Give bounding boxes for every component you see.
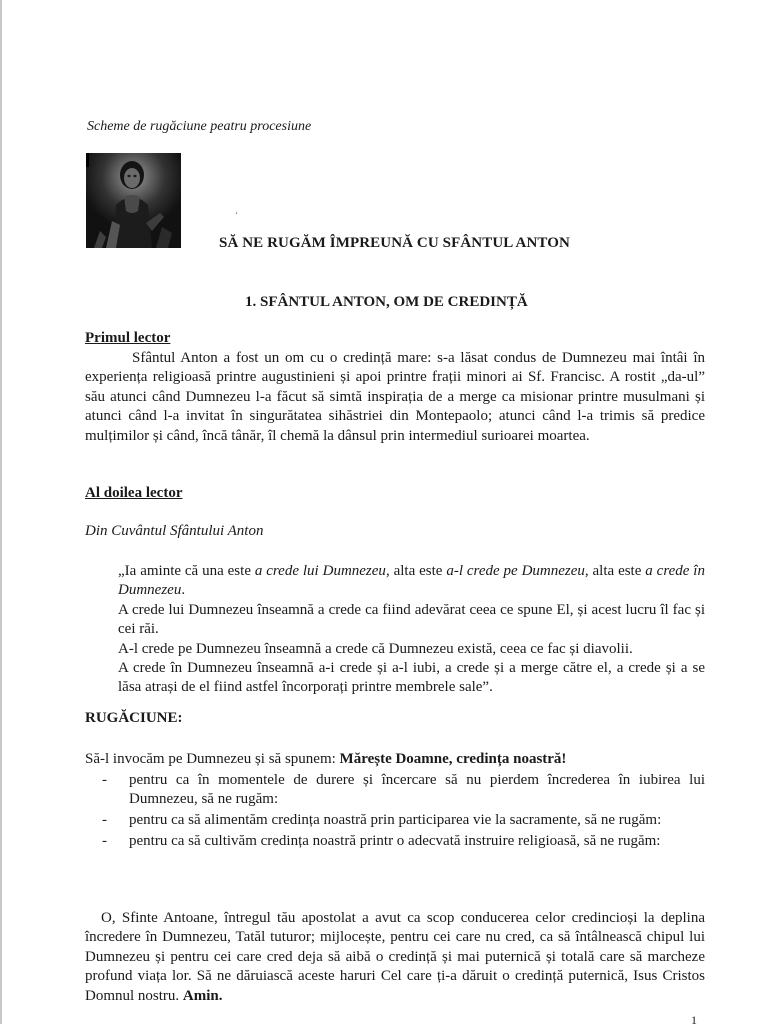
dash-bullet: - [102,833,107,849]
second-lector-heading: Al doilea lector [85,485,183,501]
list-item [102,811,705,830]
quote-emphasis: a-l crede pe Dumnezeu [446,563,585,579]
first-lector-heading: Primul lector [85,330,171,346]
closing-prayer [85,909,705,1006]
quote-emphasis: a crede lui Dumnezeu [254,563,386,579]
quote-line-2: A crede lui Dumnezeu înseamnă a crede ca fiind adevărat ceea ce spune El, și acest lucru îl fac și cei răi. [118,601,705,638]
intention-text: pentru ca să alimentăm credința noastră prin participarea vie la sacramente, să ne rugăm: [129,812,662,828]
section-title: 1. SFÂNTUL ANTON, OM DE CREDINȚĂ [245,294,528,310]
saint-anthony-image-icon [86,153,181,248]
closing-amen: Amin. [182,987,223,1004]
intention-text: pentru ca în momentele de durere și încercare să nu pierdem încrederea în iubirea lui Dumnezeu, să ne rugăm: [129,772,705,807]
closing-paragraph [85,909,705,1006]
list-item [102,832,705,851]
saint-anthony-photo [86,153,181,248]
closing-text: O, Sfinte Antoane, întregul tău apostolat a avut ca scop conducerea celor credincioși la deplina încredere în Dumnezeu, Tatăl tuturor; mijlocește, pentru cei care nu cred, ca să întâlnească chipul lui Dumnezeu și pentru cei care cred deja să aibă o credință și mai puternică și totală care să marcheze profund viața lor. Să ne dăruiască aceste haruri Cel care ți-a dăruit o credință puternică, Isus Cristos Domnul nostru. [85,910,705,1004]
invocation-text: Să-l invocăm pe Dumnezeu și să spunem: [85,751,340,767]
quote-segment: . [181,582,186,599]
quote-line-1 [118,562,705,601]
invocation-response: Mărește Doamne, credința noastră! [339,751,567,767]
dash-bullet: - [102,812,107,828]
page-title: SĂ NE RUGĂM ÎMPREUNĂ CU SFÂNTUL ANTON [219,235,570,251]
quote-line-4: A crede în Dumnezeu înseamnă a-i crede și a-l iubi, a crede și a merge către el, a crede și a se lăsa atrași de el fiind astfel încorporați printre membrele sale”. [118,660,705,696]
prayer-heading: RUGĂCIUNE: [85,710,183,726]
page-number: 1 [691,1013,697,1027]
prayer-invocation [85,751,566,768]
list-item [102,771,705,809]
first-lector-paragraph: Sfântul Anton a fost un om cu o credință mare: s-a lăsat condus de Dumnezeu mai întâi în experiența religioasă printre augustinieni și apoi printre frații minori ai Sf. Francisc. A rostit „da-ul” său atunci când Dumnezeu l-a făcut să simtă inspirația de a merge ca misionar printre musulmani și atunci când l-a invitat în singurătatea sihăstriei din Montepaolo; atunci când l-a trimis să predice mulțimilor și când, încă tânăr, îl chemă la dânsul prin intermediul surioarei moartea. [85,350,705,444]
intention-text: pentru ca să cultivăm credința noastră printr o adecvată instruire religioasă, să ne rugăm: [129,833,661,849]
quote-segment: „Ia aminte că una este [118,563,255,579]
scan-mark: ‘ [235,210,238,220]
quote-line-3: A-l crede pe Dumnezeu înseamnă a crede că Dumnezeu există, ceea ce fac și diavolii. [118,640,633,657]
first-lector-text [85,349,705,446]
quote-emphasis: a crede în Dumnezeu [118,563,705,599]
quote-segment: , alta este [584,563,646,579]
dash-bullet: - [102,772,107,788]
quote-source: Din Cuvântul Sfântului Anton [85,523,264,539]
quote-block [118,562,705,698]
prayer-intentions-list [102,771,705,853]
quote-segment: , alta este [385,563,447,579]
document-subtitle: Scheme de rugăciune peatru procesiune [87,119,312,134]
